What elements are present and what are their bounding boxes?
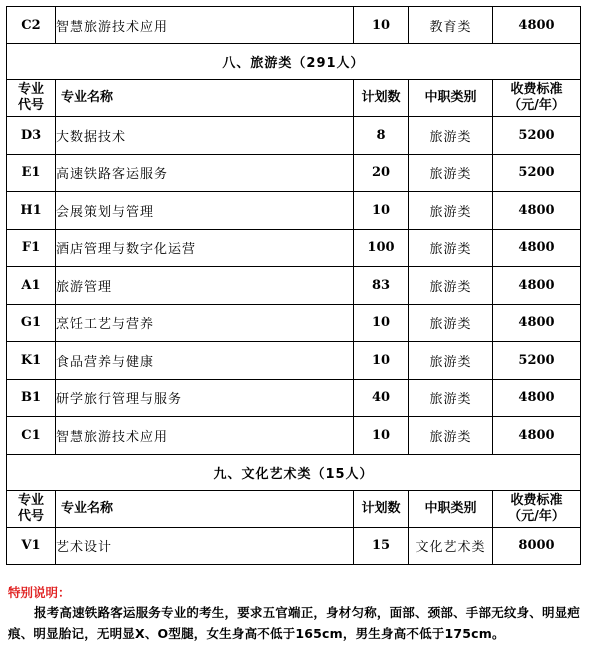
major-code: C1 xyxy=(7,417,56,455)
table-row xyxy=(7,527,581,565)
major-name: 食品营养与健康 xyxy=(56,342,354,380)
special-notes xyxy=(8,584,593,644)
major-name: 艺术设计 xyxy=(56,527,354,565)
table-row xyxy=(7,192,581,230)
plan-count: 10 xyxy=(354,7,409,44)
major-code: D3 xyxy=(7,117,56,155)
table-row xyxy=(7,229,581,267)
table-row xyxy=(7,7,581,44)
header-name: 专业名称 xyxy=(56,80,354,117)
major-code: B1 xyxy=(7,379,56,417)
table-row xyxy=(7,267,581,305)
fee: 4800 xyxy=(493,379,581,417)
fee: 4800 xyxy=(493,267,581,305)
category: 旅游类 xyxy=(409,304,493,342)
plan-count: 20 xyxy=(354,154,409,192)
fee: 4800 xyxy=(493,304,581,342)
plan-count: 10 xyxy=(354,192,409,230)
fee: 5200 xyxy=(493,342,581,380)
major-name: 高速铁路客运服务 xyxy=(56,154,354,192)
section-title: 八、旅游类（291人） xyxy=(7,44,581,80)
table-row xyxy=(7,417,581,455)
category: 旅游类 xyxy=(409,342,493,380)
category: 旅游类 xyxy=(409,154,493,192)
plan-count: 40 xyxy=(354,379,409,417)
major-name: 智慧旅游技术应用 xyxy=(56,7,354,44)
category: 旅游类 xyxy=(409,229,493,267)
header-name: 专业名称 xyxy=(56,490,354,527)
major-code: G1 xyxy=(7,304,56,342)
header-plan: 计划数 xyxy=(354,490,409,527)
header-category: 中职类别 xyxy=(409,80,493,117)
section-header-arts xyxy=(7,454,581,490)
table-row xyxy=(7,154,581,192)
major-name: 大数据技术 xyxy=(56,117,354,155)
fee: 4800 xyxy=(493,7,581,44)
header-fee: 收费标准 （元/年） xyxy=(493,80,581,117)
column-header-row xyxy=(7,490,581,527)
header-code: 专业 代号 xyxy=(7,490,56,527)
major-code: F1 xyxy=(7,229,56,267)
header-code: 专业 代号 xyxy=(7,80,56,117)
major-code: H1 xyxy=(7,192,56,230)
plan-count: 10 xyxy=(354,304,409,342)
category: 文化艺术类 xyxy=(409,527,493,565)
section-header-tourism xyxy=(7,44,581,80)
notes-title: 特别说明： xyxy=(8,585,71,600)
fee: 5200 xyxy=(493,117,581,155)
header-fee: 收费标准 （元/年） xyxy=(493,490,581,527)
category: 教育类 xyxy=(409,7,493,44)
plan-count: 8 xyxy=(354,117,409,155)
notes-body: 报考高速铁路客运服务专业的考生，要求五官端正，身材匀称，面部、颈部、手部无纹身、明显疤痕、明显胎记，无明显X、O型腿，女生身高不低于165cm，男生身高不低于175cm。 xyxy=(8,605,581,641)
fee: 4800 xyxy=(493,229,581,267)
column-header-row xyxy=(7,80,581,117)
major-code: E1 xyxy=(7,154,56,192)
fee: 4800 xyxy=(493,417,581,455)
major-name: 研学旅行管理与服务 xyxy=(56,379,354,417)
enrollment-plan-table xyxy=(6,6,581,565)
category: 旅游类 xyxy=(409,267,493,305)
major-code: V1 xyxy=(7,527,56,565)
plan-count: 15 xyxy=(354,527,409,565)
major-name: 会展策划与管理 xyxy=(56,192,354,230)
header-category: 中职类别 xyxy=(409,490,493,527)
table-row xyxy=(7,304,581,342)
major-name: 酒店管理与数字化运营 xyxy=(56,229,354,267)
section-title: 九、文化艺术类（15人） xyxy=(7,454,581,490)
fee: 4800 xyxy=(493,192,581,230)
major-name: 智慧旅游技术应用 xyxy=(56,417,354,455)
fee: 8000 xyxy=(493,527,581,565)
category: 旅游类 xyxy=(409,117,493,155)
major-code: C2 xyxy=(7,7,56,44)
plan-count: 10 xyxy=(354,342,409,380)
category: 旅游类 xyxy=(409,192,493,230)
major-name: 烹饪工艺与营养 xyxy=(56,304,354,342)
table-row xyxy=(7,342,581,380)
category: 旅游类 xyxy=(409,417,493,455)
fee: 5200 xyxy=(493,154,581,192)
table-row xyxy=(7,117,581,155)
major-code: A1 xyxy=(7,267,56,305)
plan-count: 83 xyxy=(354,267,409,305)
plan-count: 100 xyxy=(354,229,409,267)
header-plan: 计划数 xyxy=(354,80,409,117)
major-name: 旅游管理 xyxy=(56,267,354,305)
category: 旅游类 xyxy=(409,379,493,417)
plan-count: 10 xyxy=(354,417,409,455)
table-row xyxy=(7,379,581,417)
major-code: K1 xyxy=(7,342,56,380)
